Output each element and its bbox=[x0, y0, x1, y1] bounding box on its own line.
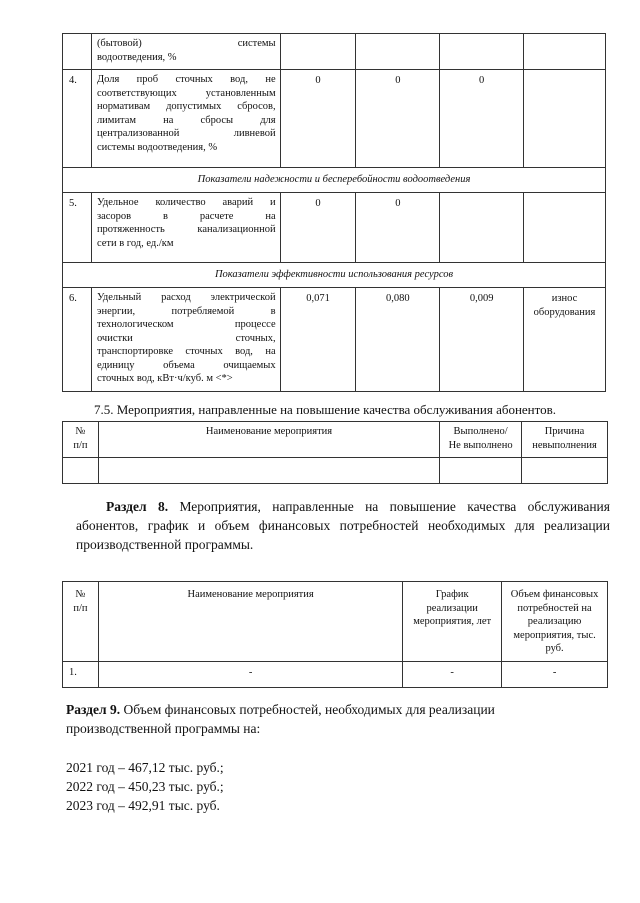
table-row bbox=[63, 288, 606, 392]
indicator-description: Доля проб сточных вод, не соответствующих установленным нормативам допустимых сбросов, лимитам на сбросы для централизованной ливневой системы водоотведения, % bbox=[91, 70, 280, 168]
financing-cell: - bbox=[502, 662, 608, 688]
table-row bbox=[63, 193, 606, 263]
section-8-text: Раздел 8. Мероприятия, направленные на повышение качества обслуживания абонентов, график и объем финансовых потребностей необходимых для реализации производственной программы. bbox=[76, 499, 610, 552]
table-header-row bbox=[63, 422, 608, 458]
row-number: 1. bbox=[63, 662, 99, 688]
section-reliability-label: Показатели надежности и бесперебойности водоотведения bbox=[63, 168, 606, 193]
table-row bbox=[63, 34, 606, 70]
row-number: 5. bbox=[63, 193, 92, 263]
value-cell bbox=[524, 70, 606, 168]
value-cell: 0 bbox=[440, 70, 524, 168]
value-cell: 0 bbox=[280, 193, 356, 263]
table-row bbox=[63, 458, 608, 484]
value-cell: 0,080 bbox=[356, 288, 440, 392]
year-amount: 2023 год – 492,91 тыс. руб. bbox=[66, 798, 220, 813]
section-9-text: Раздел 9. Объем финансовых потребностей, необходимых для реализации производственной программы на: 2021 год – 467,12 тыс. руб.; 2022 год – 450,23 тыс. руб.; 2023 год – 492,91 тыс. руб. bbox=[66, 700, 606, 815]
value-cell: 0 bbox=[356, 70, 440, 168]
year-amount: 2022 год – 450,23 тыс. руб.; bbox=[66, 779, 224, 794]
value-cell: износ оборудования bbox=[524, 288, 606, 392]
section-efficiency-label: Показатели эффективности использования ресурсов bbox=[63, 263, 606, 288]
header-measure-name: Наименование мероприятия bbox=[98, 582, 402, 662]
value-cell bbox=[524, 193, 606, 263]
indicator-description: (бытовой) системы водоотведения, % bbox=[91, 34, 280, 70]
row-number-cell bbox=[63, 34, 92, 70]
table-row bbox=[63, 70, 606, 168]
finance-table bbox=[62, 581, 608, 688]
indicator-description: Удельный расход электрической энергии, потребляемой в технологическом процессе очистки сточных, транспортировке сточных вод, на единицу объема очищаемых сточных вод, кВт·ч/куб. м <*> bbox=[91, 288, 280, 392]
header-financing: Объем финансовых потребностей на реализацию мероприятия, тыс. руб. bbox=[502, 582, 608, 662]
indicator-description: Удельное количество аварий и засоров в расчете на протяженность канализационной сети в год, ед./км bbox=[91, 193, 280, 263]
value-cell: 0,071 bbox=[280, 288, 356, 392]
indicators-table bbox=[62, 33, 606, 392]
table-section-header bbox=[63, 168, 606, 193]
value-cell: 0,009 bbox=[440, 288, 524, 392]
table-header-row bbox=[63, 582, 608, 662]
measures-table bbox=[62, 421, 608, 484]
value-cell bbox=[440, 193, 524, 263]
header-number: № п/п bbox=[63, 582, 99, 662]
row-number: 6. bbox=[63, 288, 92, 392]
year-amount: 2021 год – 467,12 тыс. руб.; bbox=[66, 760, 224, 775]
row-number: 4. bbox=[63, 70, 92, 168]
table-row bbox=[63, 662, 608, 688]
header-number: № п/п bbox=[63, 422, 99, 458]
section-9-title: Раздел 9. bbox=[66, 702, 121, 717]
header-reason: Причина невыполнения bbox=[522, 422, 608, 458]
subsection-caption: 7.5. Мероприятия, направленные на повышение качества обслуживания абонентов. bbox=[94, 402, 557, 417]
section-8-title: Раздел 8. bbox=[106, 499, 169, 514]
header-done: Выполнено/ Не выполнено bbox=[440, 422, 522, 458]
value-cell: 0 bbox=[356, 193, 440, 263]
header-schedule: График реализации мероприятия, лет bbox=[403, 582, 502, 662]
table-section-header bbox=[63, 263, 606, 288]
value-cell: 0 bbox=[280, 70, 356, 168]
measure-name-cell: - bbox=[98, 662, 402, 688]
header-measure-name: Наименование мероприятия bbox=[98, 422, 439, 458]
schedule-cell: - bbox=[403, 662, 502, 688]
